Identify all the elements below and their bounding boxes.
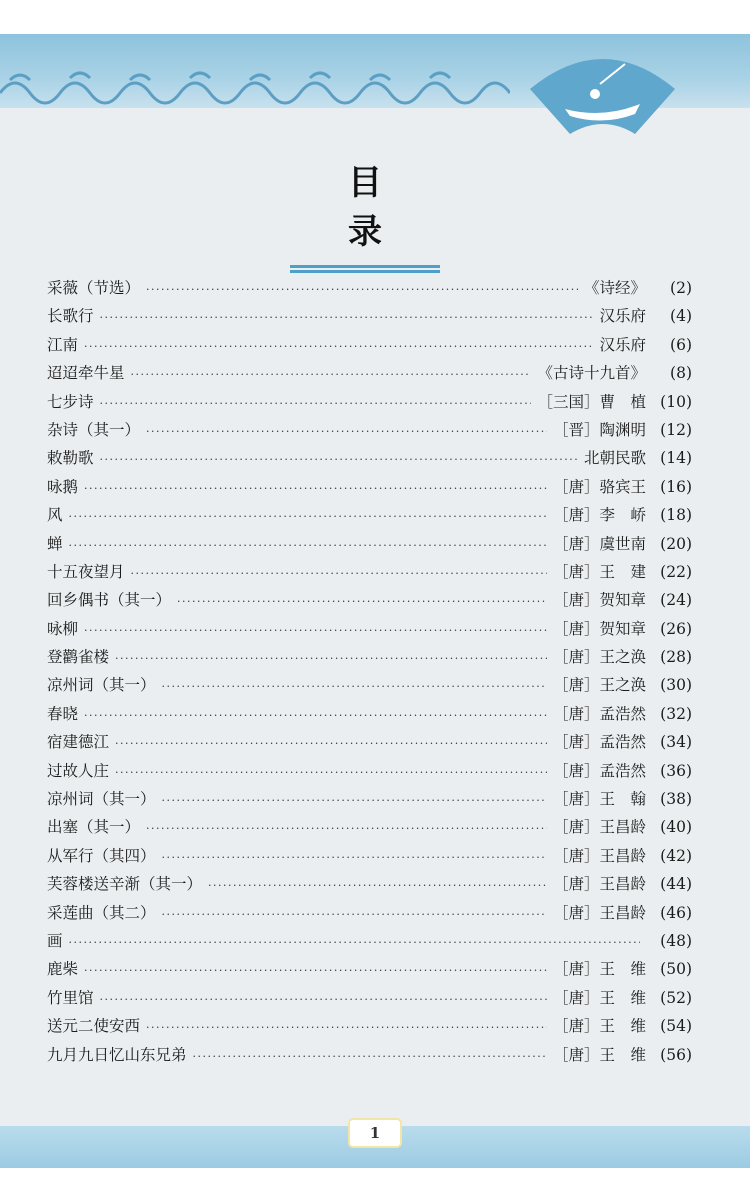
toc-entry-page: (46)	[660, 903, 692, 922]
toc-entry-author: ［唐］王 维	[552, 988, 646, 1007]
toc-entry-title: 蝉	[47, 534, 63, 553]
toc-entry-author: ［唐］王昌龄	[552, 846, 646, 865]
toc-entry-title: 风	[47, 506, 63, 525]
dot-leader	[100, 986, 547, 1014]
toc-entry-page: (48)	[660, 931, 692, 950]
toc-entry-page: (20)	[660, 534, 692, 553]
dot-leader	[146, 815, 547, 843]
toc-entry-page: (44)	[660, 875, 692, 894]
dot-leader	[84, 475, 547, 503]
toc-entry[interactable]	[47, 813, 692, 841]
toc-entry[interactable]	[47, 302, 692, 330]
toc-entry-title: 敕勒歌	[47, 449, 94, 468]
dot-leader	[146, 1014, 547, 1042]
toc-entry-author: ［唐］孟浩然	[552, 704, 646, 723]
toc-entry-page: (50)	[660, 960, 692, 979]
toc-entry-author: 汉乐府	[599, 335, 646, 354]
toc-entry[interactable]	[47, 757, 692, 785]
wave-pattern-icon	[0, 58, 510, 108]
dot-leader	[100, 390, 532, 418]
toc-entry-title: 竹里馆	[47, 988, 94, 1007]
dot-leader	[84, 702, 547, 730]
header-wave-band	[0, 34, 750, 108]
toc-entry[interactable]	[47, 558, 692, 586]
dot-leader	[84, 333, 593, 361]
toc-entry[interactable]	[47, 984, 692, 1012]
toc-entry[interactable]	[47, 671, 692, 699]
toc-entry-title: 采莲曲（其二）	[47, 903, 156, 922]
toc-entry-page: (36)	[660, 761, 692, 780]
toc-entry-title: 出塞（其一）	[47, 818, 141, 837]
toc-entry[interactable]	[47, 1012, 692, 1040]
dot-leader	[100, 304, 594, 332]
toc-entry-title: 杂诗（其一）	[47, 420, 141, 439]
toc-entry-author: ［唐］虞世南	[552, 534, 646, 553]
dot-leader	[162, 673, 547, 701]
dot-leader	[146, 276, 578, 304]
toc-entry[interactable]	[47, 501, 692, 529]
toc-entry[interactable]	[47, 388, 692, 416]
dot-leader	[131, 560, 547, 588]
toc-entry-page: (2)	[670, 279, 692, 297]
toc-entry-author: 北朝民歌	[583, 449, 646, 468]
page-title-block	[290, 155, 440, 268]
toc-entry-title: 迢迢牵牛星	[47, 364, 125, 383]
toc-entry-title: 从军行（其四）	[47, 846, 156, 865]
dot-leader	[208, 872, 547, 900]
toc-entry-author: ［唐］王 维	[552, 1045, 646, 1064]
toc-entry-page: (16)	[660, 477, 692, 496]
dot-leader	[177, 588, 547, 616]
toc-entry-page: (6)	[670, 335, 692, 354]
toc-entry-title: 长歌行	[47, 307, 94, 326]
toc-entry-author: ［唐］王 建	[552, 562, 646, 581]
toc-entry-title: 过故人庄	[47, 761, 110, 780]
toc-entry-author: ［唐］王 维	[552, 960, 646, 979]
dot-leader	[69, 503, 547, 531]
toc-entry-page: (14)	[660, 449, 692, 468]
toc-entry-page: (4)	[670, 307, 692, 326]
toc-entry[interactable]	[47, 927, 692, 955]
toc-entry-title: 凉州词（其一）	[47, 790, 156, 809]
dot-leader	[84, 957, 547, 985]
toc-entry-page: (26)	[660, 619, 692, 638]
toc-entry-page: (42)	[660, 846, 692, 865]
toc-entry-author: ［唐］骆宾王	[552, 477, 646, 496]
toc-entry-page: (24)	[660, 591, 692, 610]
toc-entry-page: (56)	[660, 1045, 692, 1064]
toc-entry[interactable]	[47, 899, 692, 927]
toc-entry-author: ［唐］王昌龄	[552, 903, 646, 922]
boat-fan-emblem	[525, 34, 680, 134]
toc-entry-author: ［唐］王 维	[552, 1017, 646, 1036]
toc-entry-title: 江南	[47, 335, 79, 354]
toc-entry[interactable]	[47, 530, 692, 558]
toc-entry-title: 画	[47, 931, 63, 950]
toc-entry[interactable]	[47, 586, 692, 614]
dot-leader	[162, 901, 547, 929]
toc-entry-page: (18)	[660, 506, 692, 525]
toc-entry-page: (28)	[660, 648, 692, 667]
toc-entry-page: (52)	[660, 988, 692, 1007]
dot-leader	[69, 929, 640, 957]
page-title: 目 录	[348, 163, 408, 252]
dot-leader	[115, 645, 547, 673]
toc-entry-author: ［唐］王之涣	[552, 648, 646, 667]
toc-entry-title: 凉州词（其一）	[47, 676, 156, 695]
toc-entry-title: 登鹳雀楼	[47, 648, 110, 667]
toc-entry-page: (40)	[660, 818, 692, 837]
toc-entry[interactable]	[47, 473, 692, 501]
dot-leader	[146, 418, 547, 446]
toc-entry-author: ［唐］王之涣	[552, 676, 646, 695]
toc-entry[interactable]	[47, 615, 692, 643]
toc-entry-author: ［唐］王昌龄	[552, 875, 646, 894]
toc-entry-author: ［唐］李 峤	[552, 506, 646, 525]
toc-entry-author: ［唐］贺知章	[552, 591, 646, 610]
toc-entry-title: 十五夜望月	[47, 562, 125, 581]
toc-entry-title: 芙蓉楼送辛渐（其一）	[47, 875, 203, 894]
toc-entry[interactable]	[47, 785, 692, 813]
toc-entry-author: ［唐］孟浩然	[552, 761, 646, 780]
toc-entry[interactable]	[47, 728, 692, 756]
toc-entry-page: (10)	[660, 392, 692, 411]
page-number: 1	[348, 1118, 402, 1148]
toc-entry-page: (22)	[660, 562, 692, 581]
toc-entry-author: ［晋］陶渊明	[552, 420, 646, 439]
dot-leader	[84, 617, 547, 645]
toc-entry-author: 汉乐府	[599, 307, 646, 326]
table-of-contents	[47, 274, 692, 1069]
toc-entry-title: 鹿柴	[47, 960, 79, 979]
toc-entry[interactable]	[47, 842, 692, 870]
toc-entry-title: 宿建德江	[47, 733, 110, 752]
dot-leader	[131, 361, 532, 389]
toc-entry-page: (34)	[660, 733, 692, 752]
title-underline	[290, 265, 440, 268]
toc-entry-title: 送元二使安西	[47, 1017, 141, 1036]
toc-entry-title: 咏鹅	[47, 477, 79, 496]
toc-entry-author: ［唐］王 翰	[552, 790, 646, 809]
toc-entry-author: ［唐］王昌龄	[552, 818, 646, 837]
toc-entry[interactable]	[47, 643, 692, 671]
dot-leader	[69, 532, 547, 560]
toc-entry[interactable]	[47, 700, 692, 728]
toc-entry[interactable]	[47, 444, 692, 472]
dot-leader	[115, 759, 547, 787]
toc-entry-author: 《古诗十九首》	[537, 364, 646, 383]
toc-entry-page: (12)	[660, 420, 692, 439]
toc-entry[interactable]	[47, 274, 692, 302]
toc-entry-author: 《诗经》	[583, 279, 646, 297]
toc-entry-page: (54)	[660, 1017, 692, 1036]
toc-entry-title: 七步诗	[47, 392, 94, 411]
toc-entry-author: ［三国］曹 植	[537, 392, 646, 411]
toc-entry[interactable]	[47, 1041, 692, 1069]
dot-leader	[100, 446, 578, 474]
toc-entry-title: 回乡偶书（其一）	[47, 591, 172, 610]
dot-leader	[162, 787, 547, 815]
toc-entry-title: 春晓	[47, 704, 79, 723]
dot-leader	[193, 1043, 547, 1071]
toc-entry-author: ［唐］孟浩然	[552, 733, 646, 752]
toc-entry[interactable]	[47, 416, 692, 444]
toc-entry-page: (38)	[660, 790, 692, 809]
dot-leader	[162, 844, 547, 872]
toc-entry[interactable]	[47, 955, 692, 983]
toc-entry-title: 采薇（节选）	[47, 279, 141, 297]
toc-entry[interactable]	[47, 331, 692, 359]
toc-entry[interactable]	[47, 359, 692, 387]
toc-entry-title: 九月九日忆山东兄弟	[47, 1045, 187, 1064]
toc-entry[interactable]	[47, 870, 692, 898]
toc-entry-page: (30)	[660, 676, 692, 695]
dot-leader	[115, 730, 547, 758]
toc-entry-title: 咏柳	[47, 619, 79, 638]
toc-entry-page: (8)	[670, 364, 692, 383]
toc-entry-page: (32)	[660, 704, 692, 723]
toc-entry-author: ［唐］贺知章	[552, 619, 646, 638]
